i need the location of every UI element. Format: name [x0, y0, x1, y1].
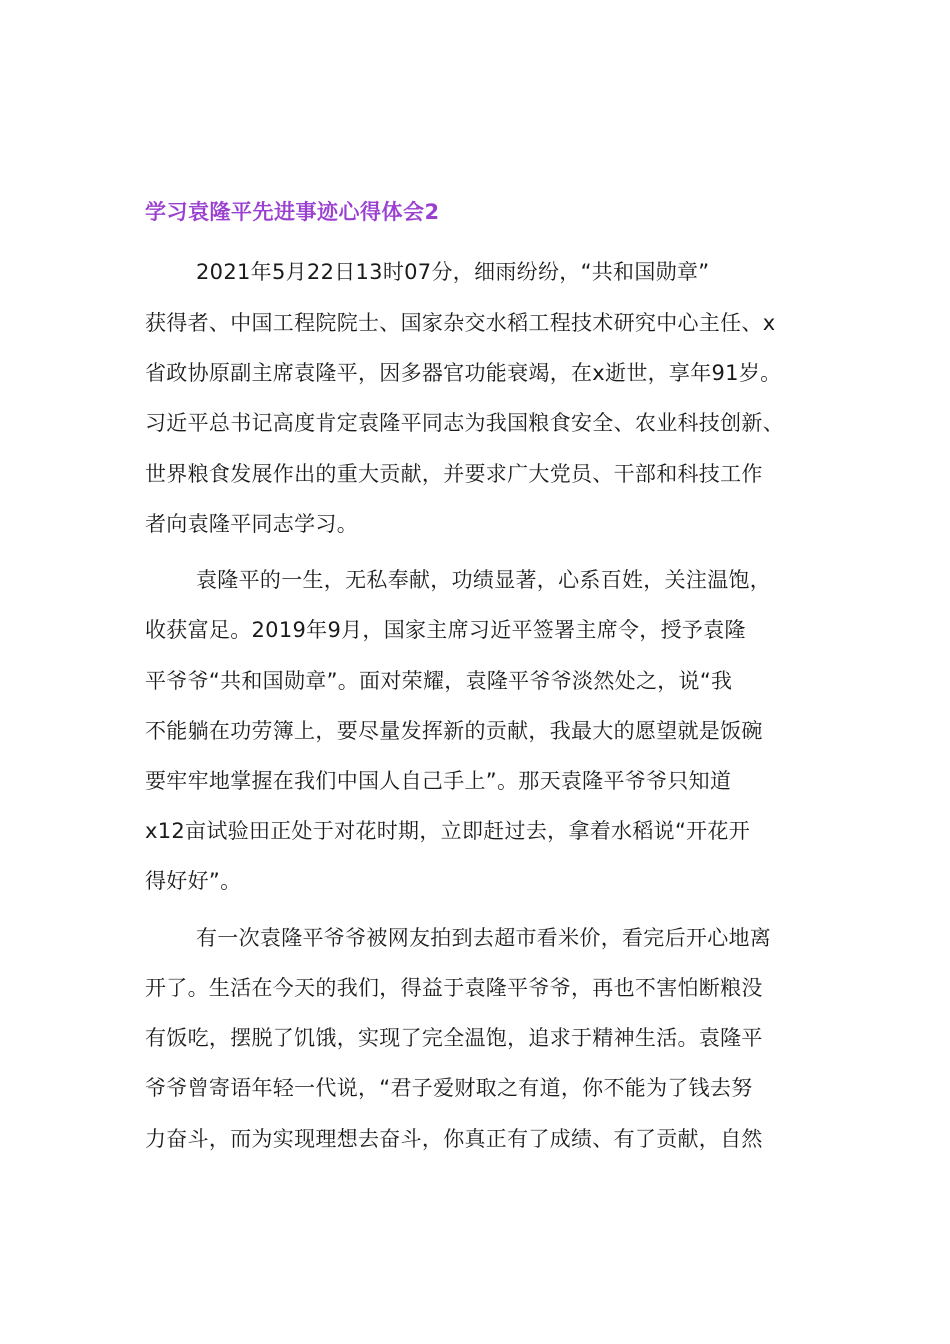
- paragraph-3-line-1: 有一次袁隆平爷爷被网友拍到去超市看米价，看完后开心地离: [196, 926, 772, 950]
- paragraph-1-line-3: 省政协原副主席袁隆平，因多器官功能衰竭，在x逝世，享年91岁。: [145, 361, 782, 385]
- paragraph-3-line-3: 有饭吃，摆脱了饥饿，实现了完全温饱，追求于精神生活。袁隆平: [145, 1026, 763, 1050]
- paragraph-2-line-4: 不能躺在功劳簿上，要尽量发挥新的贡献，我最大的愿望就是饭碗: [145, 719, 763, 743]
- paragraph-3-line-4: 爷爷曾寄语年轻一代说，“君子爱财取之有道，你不能为了钱去努: [145, 1076, 753, 1100]
- paragraph-1-line-2: 获得者、中国工程院院士、国家杂交水稻工程技术研究中心主任、x: [145, 311, 776, 335]
- paragraph-2-line-5: 要牢牢地掌握在我们中国人自己手上”。那天袁隆平爷爷只知道: [145, 769, 732, 793]
- paragraph-1-line-6: 者向袁隆平同志学习。: [145, 512, 358, 536]
- paragraph-1-line-1: 2021年5月22日13时07分，细雨纷纷，“共和国勋章”: [196, 260, 710, 284]
- paragraph-2-line-6: x12亩试验田正处于对花时期，立即赶过去，拿着水稻说“开花开: [145, 819, 751, 843]
- paragraph-3-line-5: 力奋斗，而为实现理想去奋斗，你真正有了成绩、有了贡献，自然: [145, 1127, 763, 1151]
- paragraph-1-line-4: 习近平总书记高度肯定袁隆平同志为我国粮食安全、农业科技创新、: [145, 411, 784, 435]
- paragraph-2-line-3: 平爷爷“共和国勋章”。面对荣耀，袁隆平爷爷淡然处之，说“我: [145, 669, 733, 693]
- paragraph-2-line-7: 得好好”。: [145, 869, 242, 893]
- document-title: 学习袁隆平先进事迹心得体会2: [145, 200, 440, 224]
- paragraph-2-line-1: 袁隆平的一生，无私奉献，功绩显著，心系百姓，关注温饱，: [196, 568, 772, 592]
- paragraph-1-line-5: 世界粮食发展作出的重大贡献，并要求广大党员、干部和科技工作: [145, 462, 763, 486]
- paragraph-3-line-2: 开了。生活在今天的我们，得益于袁隆平爷爷，再也不害怕断粮没: [145, 976, 763, 1000]
- paragraph-2-line-2: 收获富足。2019年9月，国家主席习近平签署主席令，授予袁隆: [145, 618, 746, 642]
